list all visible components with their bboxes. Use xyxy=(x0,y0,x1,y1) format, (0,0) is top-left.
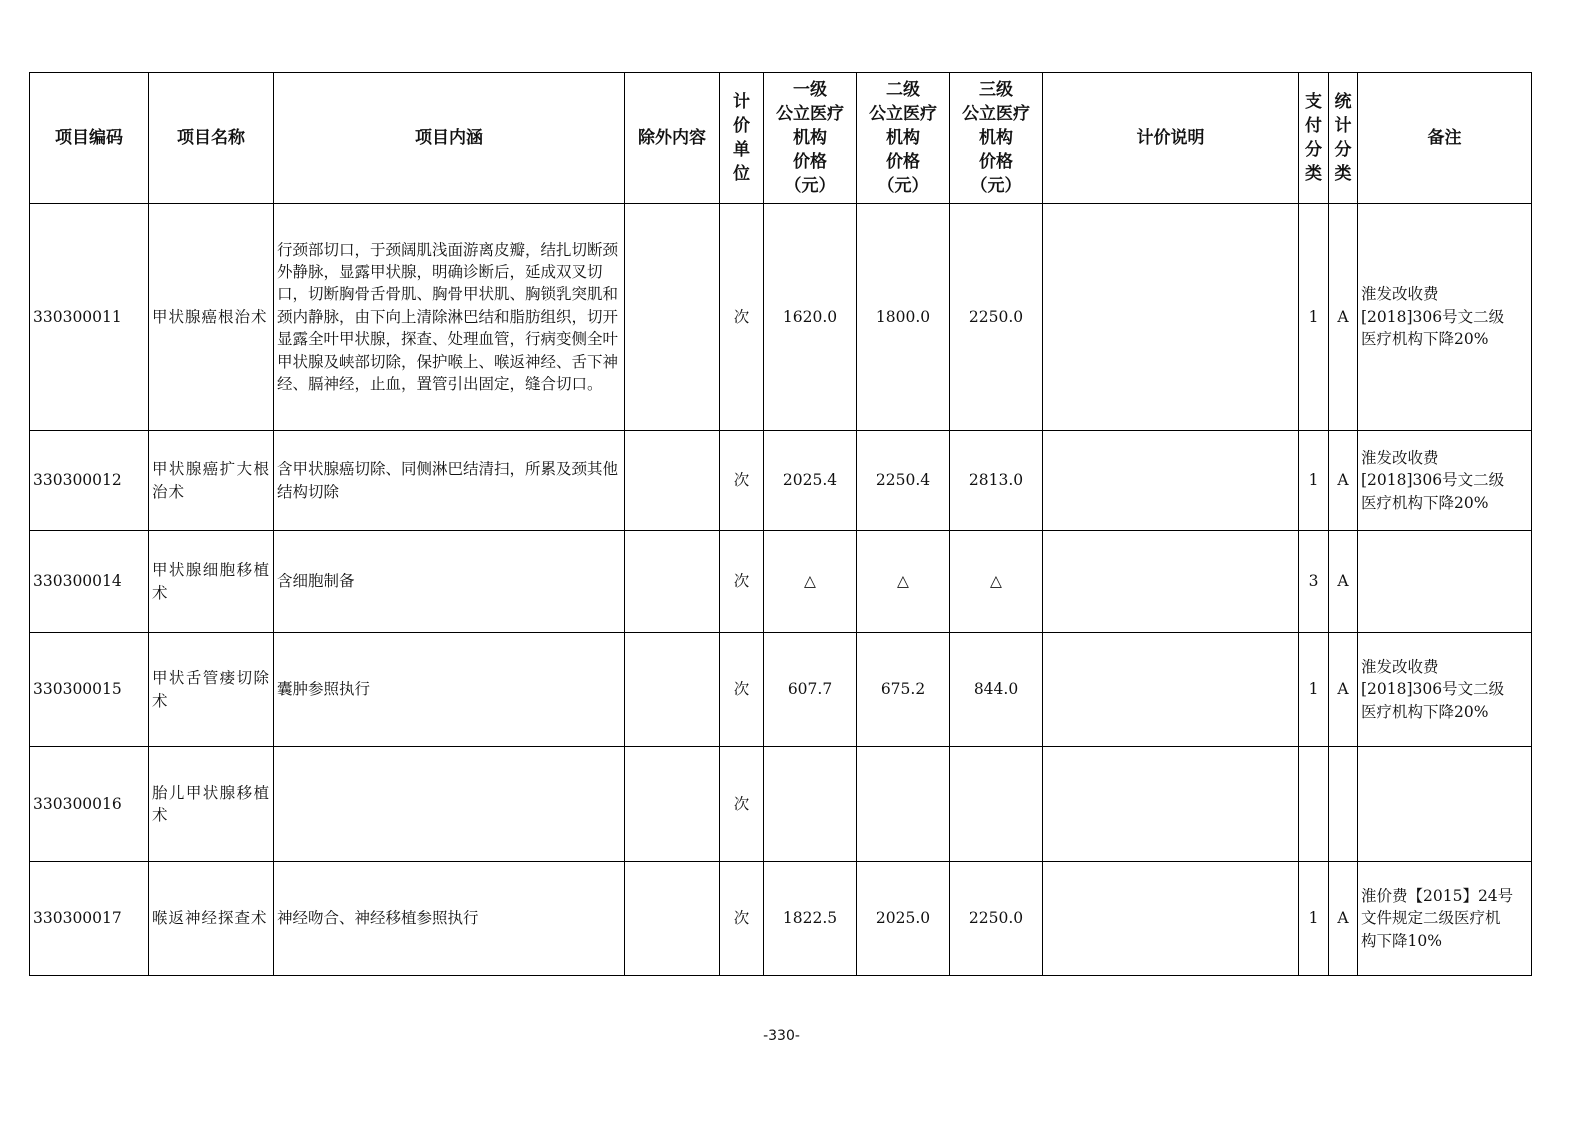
item-price-level2: 675.2 xyxy=(857,633,950,747)
item-excluded xyxy=(625,531,720,633)
item-excluded xyxy=(625,862,720,976)
item-content: 神经吻合、神经移植参照执行 xyxy=(274,862,625,976)
item-statistics-category xyxy=(1329,747,1358,862)
item-content: 囊肿参照执行 xyxy=(274,633,625,747)
header-payment-category: 支 付 分 类 xyxy=(1299,73,1329,204)
item-price-level3: 844.0 xyxy=(950,633,1043,747)
item-remark: 淮价费【2015】24号 文件规定二级医疗机 构下降10% xyxy=(1358,862,1532,976)
item-payment-category xyxy=(1299,747,1329,862)
item-excluded xyxy=(625,431,720,531)
header-statistics-category: 统 计 分 类 xyxy=(1329,73,1358,204)
item-unit: 次 xyxy=(720,862,764,976)
item-remark xyxy=(1358,747,1532,862)
item-name: 甲状腺癌扩大根治术 xyxy=(149,431,274,531)
header-row xyxy=(30,73,1532,204)
header-name: 项目名称 xyxy=(149,73,274,204)
item-pricing-note xyxy=(1043,862,1299,976)
item-price-level2: 1800.0 xyxy=(857,204,950,431)
item-code: 330300014 xyxy=(30,531,149,633)
item-content xyxy=(274,747,625,862)
item-price-level2: 2250.4 xyxy=(857,431,950,531)
item-price-level1: 2025.4 xyxy=(764,431,857,531)
item-payment-category: 1 xyxy=(1299,862,1329,976)
item-code: 330300011 xyxy=(30,204,149,431)
item-code: 330300017 xyxy=(30,862,149,976)
item-content: 行颈部切口，于颈阔肌浅面游离皮瓣，结扎切断颈外静脉，显露甲状腺，明确诊断后，延成双叉切口，切断胸骨舌骨肌、胸骨甲状肌、胸锁乳突肌和颈内静脉，由下向上清除淋巴结和脂肪组织，切开显露全叶甲状腺，探查、处理血管，行病变侧全叶甲状腺及峡部切除，保护喉上、喉返神经、舌下神经、膈神经，止血，置管引出固定，缝合切口。 xyxy=(274,204,625,431)
item-price-level2: 2025.0 xyxy=(857,862,950,976)
header-price-level1: 一级 公立医疗 机构 价格 （元） xyxy=(764,73,857,204)
table-row xyxy=(30,204,1532,431)
item-payment-category: 1 xyxy=(1299,431,1329,531)
item-pricing-note xyxy=(1043,633,1299,747)
item-name: 甲状腺细胞移植术 xyxy=(149,531,274,633)
item-price-level3: △ xyxy=(950,531,1043,633)
item-name: 甲状舌管瘘切除术 xyxy=(149,633,274,747)
item-pricing-note xyxy=(1043,531,1299,633)
price-table xyxy=(29,72,1532,976)
item-remark: 淮发改收费 [2018]306号文二级 医疗机构下降20% xyxy=(1358,204,1532,431)
header-pricing-note: 计价说明 xyxy=(1043,73,1299,204)
item-pricing-note xyxy=(1043,747,1299,862)
table-row xyxy=(30,633,1532,747)
table-row xyxy=(30,431,1532,531)
item-price-level1: 607.7 xyxy=(764,633,857,747)
item-price-level2: △ xyxy=(857,531,950,633)
item-price-level3: 2250.0 xyxy=(950,204,1043,431)
item-unit: 次 xyxy=(720,747,764,862)
item-statistics-category: A xyxy=(1329,633,1358,747)
page-number: -330- xyxy=(763,1028,800,1044)
header-content: 项目内涵 xyxy=(274,73,625,204)
item-payment-category: 1 xyxy=(1299,633,1329,747)
item-code: 330300015 xyxy=(30,633,149,747)
item-unit: 次 xyxy=(720,204,764,431)
header-price-level2: 二级 公立医疗 机构 价格 （元） xyxy=(857,73,950,204)
item-excluded xyxy=(625,204,720,431)
item-unit: 次 xyxy=(720,431,764,531)
item-payment-category: 1 xyxy=(1299,204,1329,431)
table-row xyxy=(30,862,1532,976)
header-price-level3: 三级 公立医疗 机构 价格 （元） xyxy=(950,73,1043,204)
item-price-level2 xyxy=(857,747,950,862)
item-price-level3: 2250.0 xyxy=(950,862,1043,976)
table-row xyxy=(30,531,1532,633)
item-code: 330300016 xyxy=(30,747,149,862)
item-statistics-category: A xyxy=(1329,204,1358,431)
header-code: 项目编码 xyxy=(30,73,149,204)
item-statistics-category: A xyxy=(1329,862,1358,976)
item-content: 含细胞制备 xyxy=(274,531,625,633)
item-content: 含甲状腺癌切除、同侧淋巴结清扫，所累及颈其他结构切除 xyxy=(274,431,625,531)
item-price-level3 xyxy=(950,747,1043,862)
item-price-level1 xyxy=(764,747,857,862)
item-price-level1: 1620.0 xyxy=(764,204,857,431)
header-remark: 备注 xyxy=(1358,73,1532,204)
item-excluded xyxy=(625,747,720,862)
item-remark: 淮发改收费 [2018]306号文二级 医疗机构下降20% xyxy=(1358,431,1532,531)
item-name: 胎儿甲状腺移植术 xyxy=(149,747,274,862)
item-code: 330300012 xyxy=(30,431,149,531)
item-name: 喉返神经探查术 xyxy=(149,862,274,976)
item-remark: 淮发改收费 [2018]306号文二级 医疗机构下降20% xyxy=(1358,633,1532,747)
item-payment-category: 3 xyxy=(1299,531,1329,633)
item-unit: 次 xyxy=(720,531,764,633)
item-unit: 次 xyxy=(720,633,764,747)
item-remark xyxy=(1358,531,1532,633)
table-row xyxy=(30,747,1532,862)
item-statistics-category: A xyxy=(1329,431,1358,531)
item-price-level1: △ xyxy=(764,531,857,633)
item-price-level1: 1822.5 xyxy=(764,862,857,976)
item-pricing-note xyxy=(1043,431,1299,531)
header-unit: 计 价 单 位 xyxy=(720,73,764,204)
item-statistics-category: A xyxy=(1329,531,1358,633)
item-price-level3: 2813.0 xyxy=(950,431,1043,531)
item-pricing-note xyxy=(1043,204,1299,431)
item-name: 甲状腺癌根治术 xyxy=(149,204,274,431)
header-excluded: 除外内容 xyxy=(625,73,720,204)
item-excluded xyxy=(625,633,720,747)
